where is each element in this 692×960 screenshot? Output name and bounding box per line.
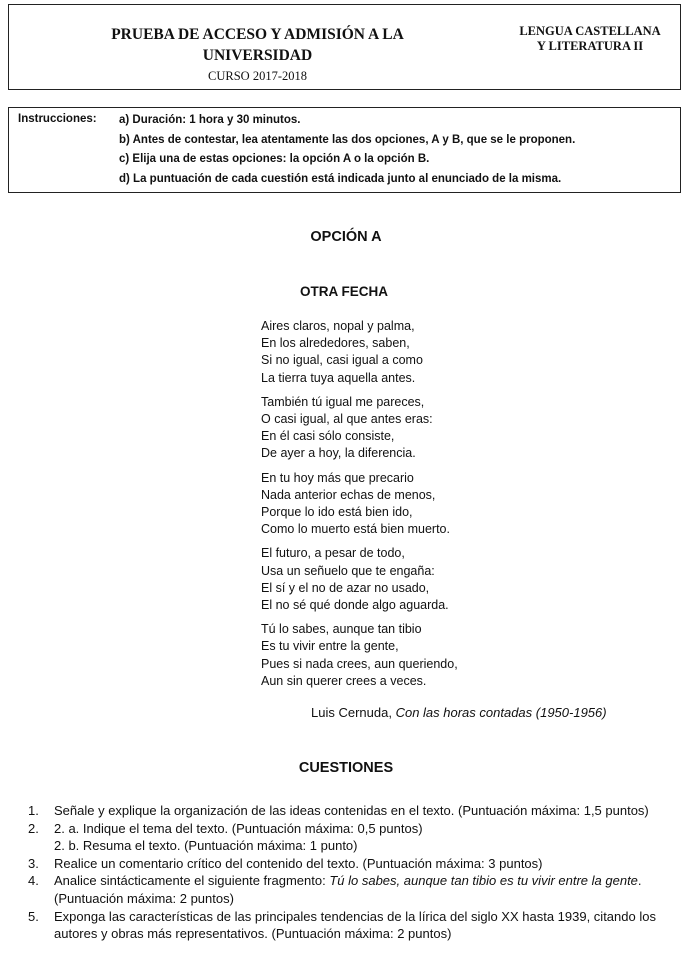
poem-verse: El no sé qué donde algo aguarda.: [261, 598, 449, 613]
poem-stanza: [261, 318, 458, 387]
poem-title: OTRA FECHA: [300, 284, 388, 299]
questions-list: [28, 802, 673, 943]
question-text: Realice un comentario crítico del contenido del texto. (Puntuación máxima: 3 puntos): [54, 855, 543, 871]
instructions-box: [8, 107, 681, 193]
poem-verse: La tierra tuya aquella antes.: [261, 370, 416, 385]
poem-verse: Es tu vivir entre la gente,: [261, 639, 399, 654]
poem-verse: El futuro, a pesar de todo,: [261, 546, 405, 561]
poem-verse: En los alrededores, saben,: [261, 336, 410, 351]
poem-verse: De ayer a hoy, la diferencia.: [261, 446, 416, 461]
poem-stanza: [261, 621, 458, 690]
poem-verse: En él casi sólo consiste,: [261, 429, 395, 444]
subject-name: [505, 24, 675, 54]
instruction-item: d) La puntuación de cada cuestión está indicada junto al enunciado de la misma.: [119, 172, 562, 185]
question-item: [28, 802, 673, 820]
poem-verse: O casi igual, al que antes eras:: [261, 412, 433, 427]
exam-title-line-2: UNIVERSIDAD: [202, 47, 313, 64]
question-score: (Puntuación máxima: 2 puntos): [54, 890, 234, 906]
poem-body: [261, 318, 458, 697]
poem-verse: Pues si nada crees, aun queriendo,: [261, 656, 458, 671]
option-heading: OPCIÓN A: [310, 229, 382, 245]
question-text: 2. a. Indique el tema del texto. (Puntuación máxima: 0,5 puntos): [54, 820, 423, 836]
question-text: [54, 872, 673, 907]
poem-verse: Tú lo sabes, aunque tan tibio: [261, 622, 422, 637]
poem-verse: Aun sin querer crees a veces.: [261, 673, 427, 688]
instructions-label: Instrucciones:: [18, 113, 97, 125]
instruction-item: b) Antes de contestar, lea atentamente las dos opciones, A y B, que se le proponen.: [119, 133, 576, 146]
question-text: 2. b. Resuma el texto. (Puntuación máxima: 1 punto): [54, 838, 358, 854]
poem-verse: También tú igual me pareces,: [261, 394, 425, 409]
question-text: Exponga las características de las principales tendencias de la lírica del siglo XX hasta 1939, citando los autores y obras más representativos. (Puntuación máxima: 2 puntos): [54, 908, 656, 942]
instruction-item: c) Elija una de estas opciones: la opción A o la opción B.: [119, 153, 430, 165]
question-text: Señale y explique la organización de las ideas contenidas en el texto. (Puntuación máxima: 1,5 puntos): [54, 803, 649, 818]
question-item: [28, 908, 673, 943]
question-item: [28, 820, 673, 838]
exam-title: [75, 24, 440, 66]
instruction-item: a) Duración: 1 hora y 30 minutos.: [119, 114, 301, 126]
poem-verse: Si no igual, casi igual a como: [261, 353, 423, 368]
question-text-dot: .: [637, 873, 642, 889]
poem-stanza: [261, 470, 458, 539]
poem-verse: Como lo muerto está bien muerto.: [261, 522, 450, 537]
poem-verse: Nada anterior echas de menos,: [261, 487, 436, 502]
poem-verse: Porque lo ido está bien ido,: [261, 505, 413, 520]
poem-verse: En tu hoy más que precario: [261, 470, 414, 485]
questions-heading: CUESTIONES: [298, 760, 394, 776]
question-text-intro: Analice sintácticamente el siguiente fragmento:: [54, 873, 330, 889]
exam-title-line-1: PRUEBA DE ACCESO Y ADMISIÓN A LA: [111, 26, 404, 43]
question-number: 1.: [28, 803, 39, 818]
subject-line-2: Y LITERATURA II: [536, 39, 644, 53]
poem-stanza: [261, 394, 458, 463]
poem-verse: Usa un señuelo que te engaña:: [261, 563, 435, 578]
question-number: 4.: [28, 873, 39, 889]
poem-attribution: [311, 705, 607, 720]
poem-stanza: [261, 545, 458, 614]
poem-verse: El sí y el no de azar no usado,: [261, 580, 430, 595]
question-item: [28, 872, 673, 907]
poem-author: Luis Cernuda,: [311, 705, 392, 720]
poem-work: Con las horas contadas (1950-1956): [395, 705, 607, 720]
poem-verse: Aires claros, nopal y palma,: [261, 319, 415, 333]
question-number: 2.: [28, 820, 39, 836]
question-item: [28, 855, 673, 873]
question-subitem: [28, 837, 673, 855]
question-number: 3.: [28, 855, 39, 871]
syntax-fragment: Tú lo sabes, aunque tan tibio es tu vivir entre la gente: [329, 873, 638, 889]
course-year: CURSO 2017-2018: [208, 69, 307, 83]
subject-line-1: LENGUA CASTELLANA: [519, 24, 661, 38]
question-number: 5.: [28, 908, 39, 924]
instructions-list: [119, 113, 575, 191]
